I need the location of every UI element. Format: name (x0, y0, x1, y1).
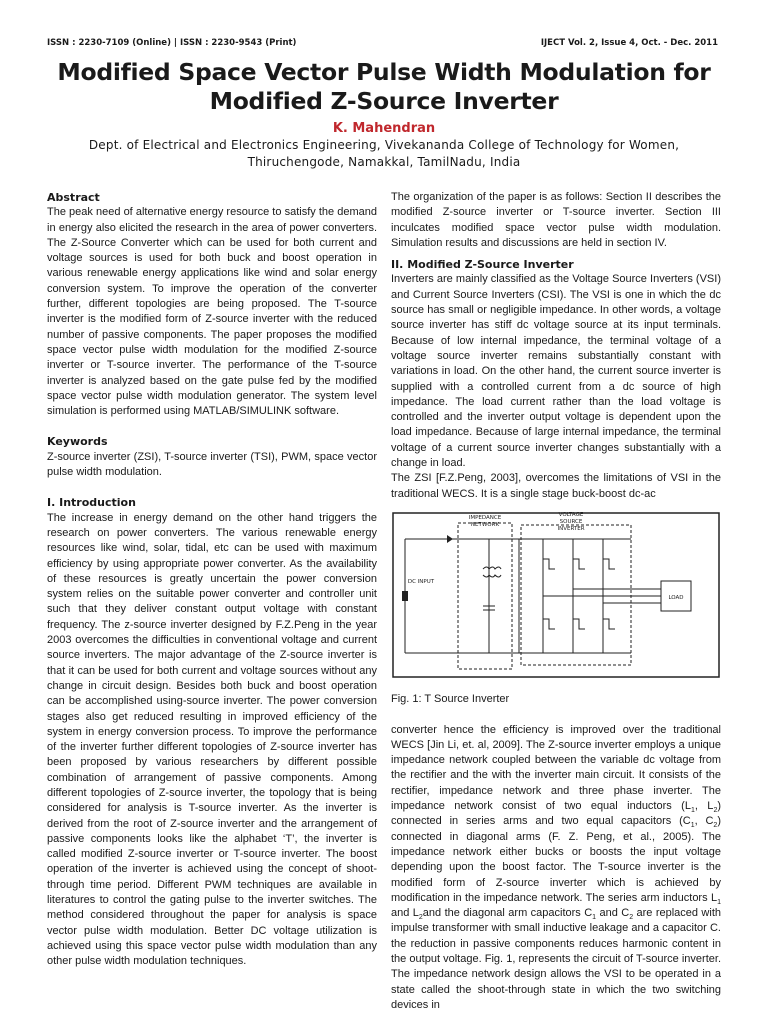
keywords-heading: Keywords (47, 435, 108, 449)
paper-title (0, 58, 768, 116)
introduction-text: The increase in energy demand on the other hand triggers the research on power converters. The various renewable energy resources like wind, solar, tidal, etc can be used with maximum efficiency by using appropriate power converter. As the availability of these resources is greatly uncertain the power conversion system relies on the suitable power converter and controller unit such that they deliver constant output voltage with constant frequency. The z-source inverter designed by F.Z.Peng in the year 2003 overcomes the difficulties in conventional voltage and current source inverters. The major advantage of the Z-source inverter is that it can be used for both current and voltage sources without any change in circuit design. Besides both buck and boost operation can be accomplished using-source inverter. The power conversion stages also get reduced resulting in improved efficiency of the system in energy conversion process. To improve the performance of the inverter further different topologies of Z-source inverter has been proposed by various researchers by different possible combination of arrangement of passive components. Among different topologies of Z-source inverter, the topology that is being considered for analysis is T-source inverter. As the inverter is derived from the root of Z-source inverter and the arrangement of passive components looks like the alphabet ‘T’, the inverter is called modified Z-source inverter or T-source inverter. The boost operation of the inverter is achieved using the concept of shoot-through time period. Different PWM techniques are available in literatures to control the gating pulse to the inverter switches. The method considered throughout the paper for analysis is space vector pulse width modulation. Better DC voltage utilization is achieved using this space vector pulse width modulation than any other pulse width modulation techniques. (47, 511, 377, 968)
affiliation-line-2: Thiruchengode, Namakkal, TamilNadu, India (247, 155, 521, 169)
abstract-text: The peak need of alternative energy resource to satisfy the demand in energy also elicited the research in the area of power converters. The Z-Source Converter which can be used for both current and voltage sources is used for both buck and boost operation in various renewable energy applications like wind and solar energy conversion system. To improve the operation of the converter further, different topologies are being proposed. The T-source inverter is the modified form of Z-source inverter with the reduced number of passive components. The paper proposes the modified space vector pulse width modulation for the modified Z-source inverter or T-source inverter. The performance of the T-source inverter is analyzed based on the gate pulse fed by the modified space vector pulse width modulation generator. The system level simulation is performed using MATLAB/SIMULINK software. (47, 206, 377, 418)
inverter-box (521, 525, 631, 665)
section2-para-2: The ZSI [F.Z.Peng, 2003], overcomes the limitations of VSI in the traditional WECS. It is a single stage buck-boost dc-ac (391, 472, 721, 500)
figure-caption: Fig. 1: T Source Inverter (391, 693, 510, 706)
right-column (391, 190, 721, 1013)
title-line-1: Modified Space Vector Pulse Width Modulation for (57, 58, 711, 86)
dc-input-source-icon (402, 591, 408, 601)
impedance-label-2: NETWORK (470, 521, 500, 528)
impedance-network-box (458, 523, 512, 669)
title-line-2: Modified Z-Source Inverter (209, 87, 559, 115)
impedance-label-1: IMPEDANCE (468, 514, 502, 521)
section2-heading: II. Modified Z-Source Inverter (391, 258, 574, 272)
keywords-text: Z-source inverter (ZSI), T-source inverter (TSI), PWM, space vector pulse width modulation. (47, 450, 377, 479)
vsi-label-3: INVERTER (557, 525, 585, 532)
section2-para-1: Inverters are mainly classified as the Voltage Source Inverters (VSI) and Current Source Inverters (CSI). The VSI is one in which the dc source has small or negligible impedance. In other words, a voltage source inverter has stiff dc voltage source at its input terminals. Because of low internal impedance, the terminal voltage of a voltage source inverter remains substantially constant with variations in load. On the other hand, the current source inverter is supplied with a controlled current from a dc source of high impedance. The load current rather than the load voltage is controlled and the inverter output voltage is dependent upon the load impedance. Because of large internal impedance, the terminal voltage of a current source inverter changes substantially with a change in load. (391, 273, 721, 470)
affiliation-line-1: Dept. of Electrical and Electronics Engineering, Vivekananda College of Technology for Women, (88, 138, 680, 152)
section2-para-3: converter hence the efficiency is improved over the traditional WECS [Jin Li, et. al, 2009]. The Z-source inverter employs a unique impedance network coupled between the variable dc voltage from the rectifier and the with the inverter main circuit. It consists of the rectifier, impedance network and three phase inverter. The impedance network consist of two equal inductors ($L_1$, $L_2$) connected in series arms and two equal capacitors ($C_1$, $C_2$) connected in diagonal arms (F. Z. Peng, et al., 2005). The impedance network either bucks or boosts the input voltage depending upon the boost factor. The T-source inverter is the modified form of Z-source inverter which is achieved by modification in the impedance network. The series arm inductors $L_1$ and $L_2and$ the diagonal arm capacitors $C_1$ and $C_2$ are replaced with impulse transformer with small inductive leakage and a capacitor C. the reduction in passive components reduces harmonic content in the output voltage. Fig. 1, represents the circuit of T-source inverter. The impedance network design allows the VSI to be operated in a state called the shoot-through state in which the two switching devices in (391, 723, 722, 1011)
dc-input-label: DC INPUT (407, 578, 435, 585)
left-column (47, 190, 377, 970)
vsi-label-2: SOURCE (559, 518, 583, 525)
author-name: K. Mahendran (332, 121, 436, 136)
affiliation (0, 137, 768, 171)
issn-header: ISSN : 2230-7109 (Online) | ISSN : 2230-9543 (Print) (47, 38, 297, 48)
t-source-inverter-figure (391, 511, 721, 681)
vsi-label-1: VOLTAGE (558, 511, 584, 518)
rectifier-diode-icon (447, 535, 453, 543)
organization-text: The organization of the paper is as follows: Section II describes the modified Z-source inverter or T-source inverter. Section III inculcates modified space vector pulse width modulation. Simulation results and discussions are held in section IV. (391, 191, 721, 249)
journal-header: IJECT Vol. 2, Issue 4, Oct. - Dec. 2011 (540, 38, 718, 48)
load-label: LOAD (668, 594, 684, 601)
abstract-heading: Abstract (47, 191, 100, 204)
introduction-heading: I. Introduction (47, 496, 136, 510)
